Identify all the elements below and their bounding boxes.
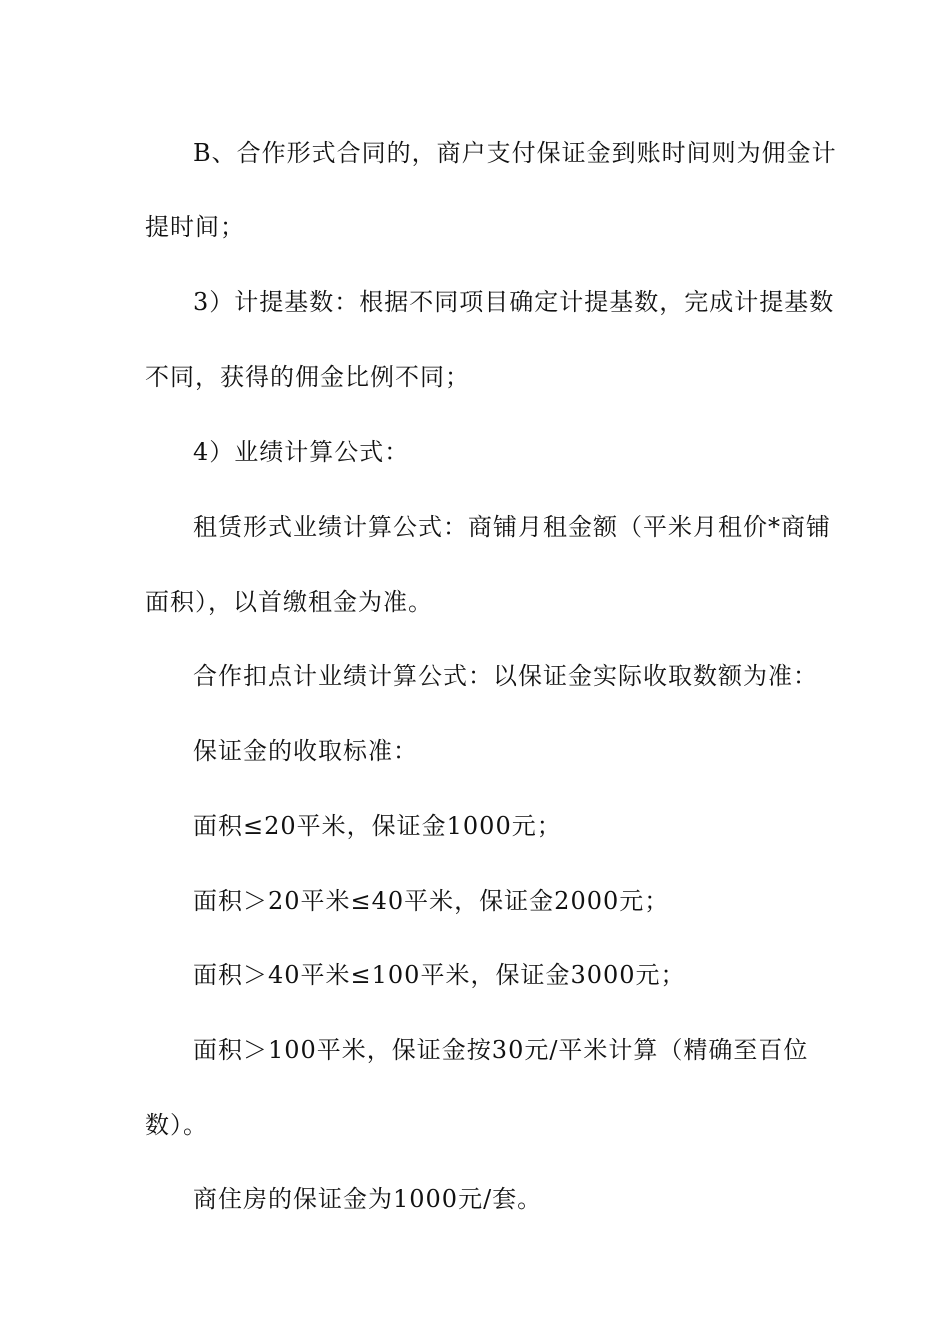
heading-formula: 4）业绩计算公式： (193, 438, 410, 466)
paragraph-line-residential-deposit: 商住房的保证金为1000元/套。 (193, 1185, 543, 1213)
deposit-rule-4-cont: 数）。 (145, 1111, 208, 1139)
paragraph-line-b-contract: B、合作形式合同的，商户支付保证金到账时间则为佣金计 (193, 139, 837, 167)
paragraph-line-lease-formula: 租赁形式业绩计算公式：商铺月租金额（平米月租价*商铺 (193, 513, 831, 541)
deposit-rule-4: 面积＞100平米，保证金按30元/平米计算（精确至百位 (193, 1036, 809, 1064)
paragraph-line-b-contract-cont: 提时间； (145, 213, 245, 241)
paragraph-line-lease-formula-cont: 面积），以首缴租金为准。 (145, 588, 433, 616)
paragraph-line-base-number-cont: 不同，获得的佣金比例不同； (145, 363, 470, 391)
paragraph-line-cooperation-formula: 合作扣点计业绩计算公式：以保证金实际收取数额为准： (193, 662, 818, 690)
deposit-rule-2: 面积＞20平米≤40平米，保证金2000元； (193, 887, 670, 915)
deposit-rule-3: 面积＞40平米≤100平米，保证金3000元； (193, 961, 686, 989)
heading-deposit-standard: 保证金的收取标准： (193, 737, 418, 765)
deposit-rule-1: 面积≤20平米，保证金1000元； (193, 812, 562, 840)
paragraph-line-base-number: 3）计提基数：根据不同项目确定计提基数，完成计提基数 (193, 288, 835, 316)
